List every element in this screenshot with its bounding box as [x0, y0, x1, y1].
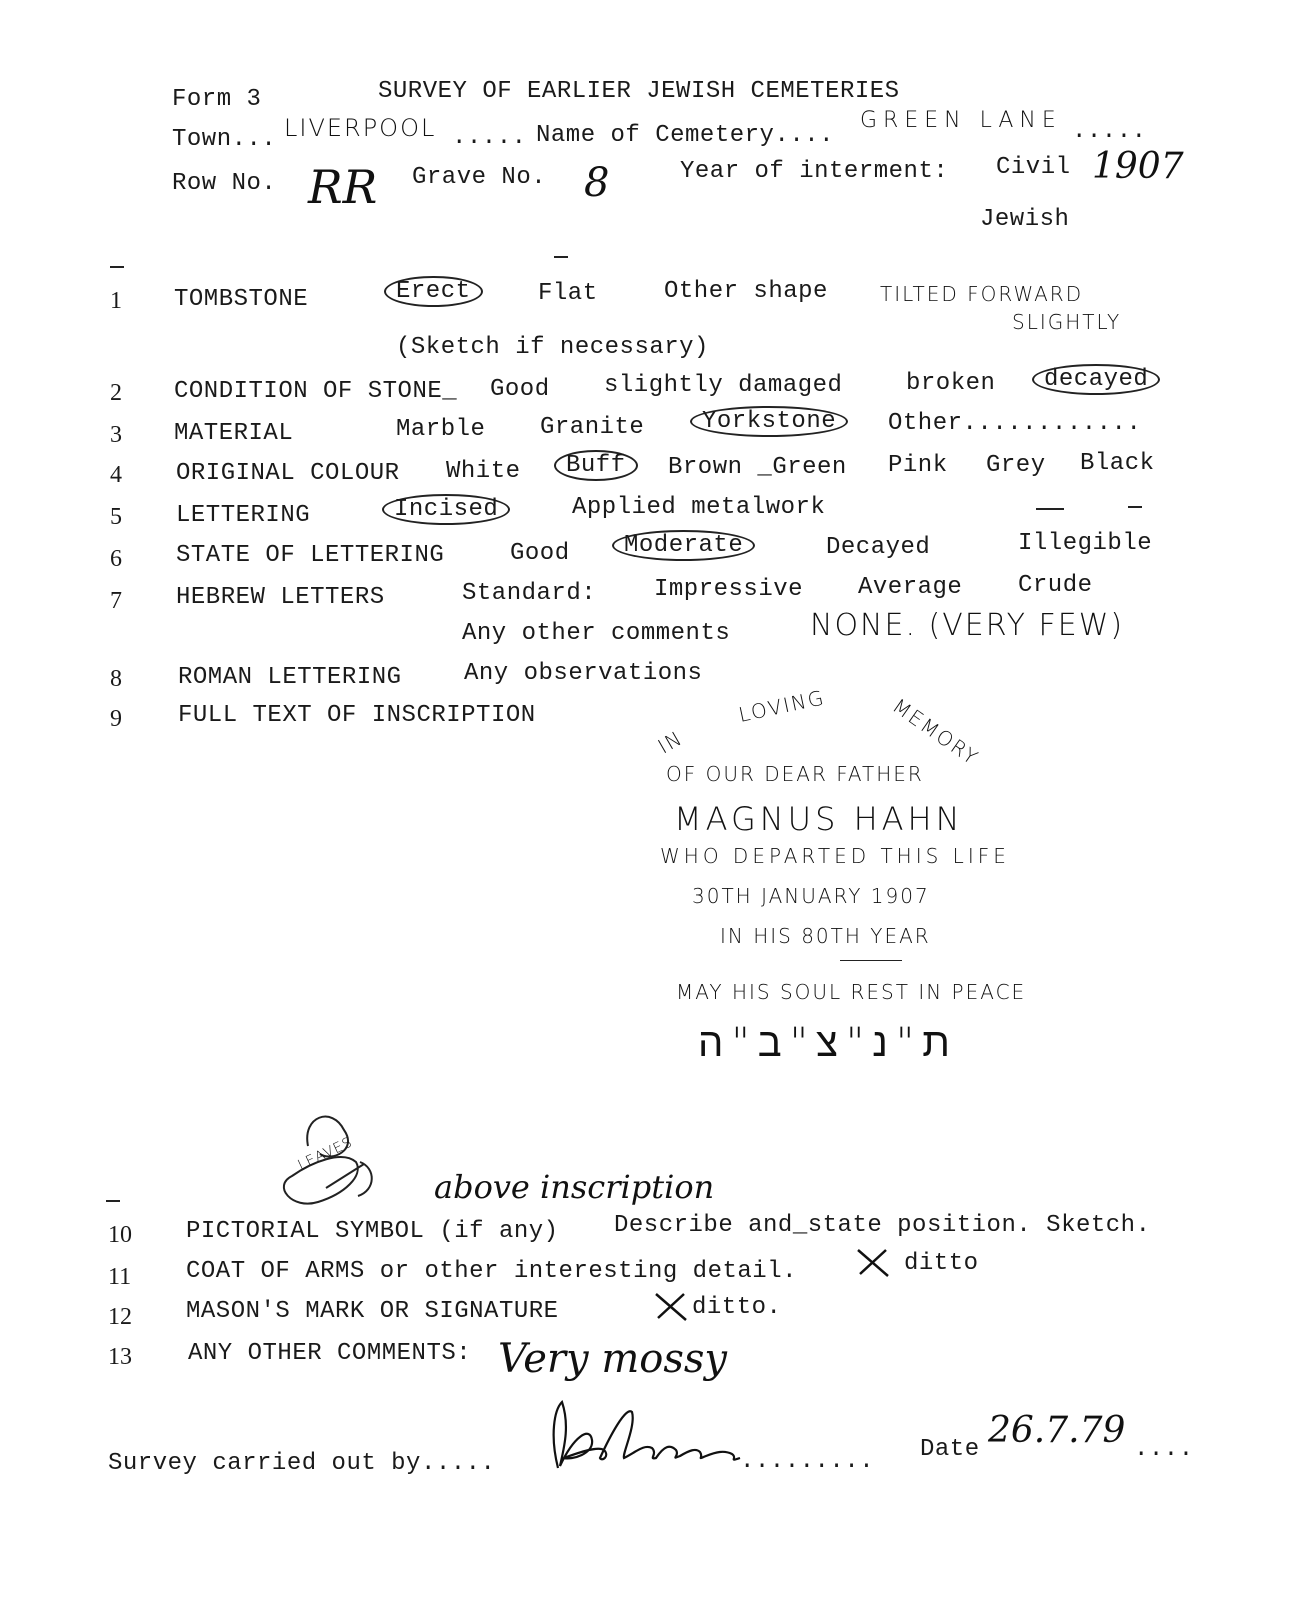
interment-label: Year of interment:	[680, 158, 949, 185]
other-comments-value: Very mossy	[498, 1336, 727, 1382]
survey-label: Survey carried out by.....	[108, 1450, 496, 1477]
incised-option-circled: Incised	[382, 494, 510, 525]
yorkstone-option-circled: Yorkstone	[690, 406, 848, 437]
cross-mark-icon	[652, 1290, 690, 1324]
item-number: 12	[108, 1304, 132, 1330]
inscription-line: OF OUR DEAR FATHER	[666, 762, 924, 786]
moderate-option-circled: Moderate	[612, 530, 755, 561]
inscription-line: WHO DEPARTED THIS LIFE	[660, 844, 1010, 868]
any-observations-label: Any observations	[464, 660, 703, 687]
pictorial-note: above inscription	[434, 1168, 715, 1206]
average-option: Average	[858, 574, 963, 601]
good-option: Good	[490, 376, 550, 403]
tombstone-label: TOMBSTONE	[174, 286, 309, 313]
other-material-option: Other............	[888, 410, 1142, 437]
item-number: 7	[110, 588, 122, 614]
grave-label: Grave No.	[412, 164, 547, 191]
date-label: Date	[920, 1436, 980, 1463]
inscription-divider	[840, 960, 902, 961]
sketch-note: (Sketch if necessary)	[396, 334, 709, 361]
row-value: RR	[308, 160, 378, 214]
margin-dash	[554, 256, 568, 258]
item-number: 10	[108, 1222, 132, 1248]
describe-label: Describe and_state position. Sketch.	[614, 1212, 1151, 1239]
town-dots: .....	[452, 124, 527, 151]
inscription-in: IN	[653, 725, 688, 759]
inscription-loving: LOVING	[736, 685, 828, 727]
mason-label: MASON'S MARK OR SIGNATURE	[186, 1298, 559, 1325]
standard-label: Standard:	[462, 580, 597, 607]
buff-option-circled: Buff	[554, 450, 638, 481]
item-number: 13	[108, 1344, 132, 1370]
coat-label: COAT OF ARMS or other interesting detail.	[186, 1258, 797, 1285]
slightly-damaged-option: slightly damaged	[604, 372, 843, 399]
inscription-line: IN HIS 80TH YEAR	[720, 924, 931, 948]
item-number: 11	[108, 1264, 132, 1290]
item-number: 9	[110, 706, 122, 732]
broken-option: broken	[906, 370, 996, 397]
ditto-11: ditto	[904, 1250, 979, 1277]
row-label: Row No.	[172, 170, 277, 197]
illegible-option: Illegible	[1018, 530, 1153, 557]
jewish-label: Jewish	[980, 206, 1070, 233]
white-option: White	[446, 458, 521, 485]
cemetery-dots: .....	[1072, 118, 1147, 145]
lettering-label: LETTERING	[176, 502, 311, 529]
item-number: 3	[110, 422, 122, 448]
item-number: 5	[110, 504, 122, 530]
item-number: 6	[110, 546, 122, 572]
other-comments-label: ANY OTHER COMMENTS:	[188, 1340, 472, 1367]
item-number: 4	[110, 462, 122, 488]
colour-label: ORIGINAL COLOUR	[176, 460, 400, 487]
town-value: LIVERPOOL	[284, 114, 437, 142]
margin-dash	[1128, 506, 1142, 508]
flat-option: Flat	[538, 280, 598, 307]
erect-option-circled: Erect	[384, 276, 483, 307]
civil-label: Civil	[996, 154, 1071, 181]
cross-mark-icon	[854, 1246, 892, 1280]
inscription-hebrew: ת"נ"צ"ב"ה	[698, 1020, 958, 1066]
form-label: Form 3	[172, 86, 262, 113]
date-value: 26.7.79	[988, 1410, 1126, 1451]
tombstone-note-2: SLIGHTLY	[1012, 310, 1122, 334]
hebrew-comment: NONE. (VERY FEW)	[810, 608, 1125, 643]
full-text-label: FULL TEXT OF INSCRIPTION	[178, 702, 536, 729]
state-good-option: Good	[510, 540, 570, 567]
granite-option: Granite	[540, 414, 645, 441]
black-option: Black	[1080, 450, 1155, 477]
state-lettering-label: STATE OF LETTERING	[176, 542, 445, 569]
town-label: Town...	[172, 126, 277, 153]
inscription-line: 30TH JANUARY 1907	[692, 884, 930, 908]
decayed-option-circled: decayed	[1032, 364, 1160, 395]
other-shape-option: Other shape	[664, 278, 828, 305]
roman-label: ROMAN LETTERING	[178, 664, 402, 691]
leaves-sketch-icon	[272, 1106, 402, 1216]
impressive-option: Impressive	[654, 576, 804, 603]
margin-dash	[106, 1200, 120, 1202]
inscription-line: MAY HIS SOUL REST IN PEACE	[676, 980, 1027, 1004]
item-number: 2	[110, 380, 122, 406]
applied-metalwork-option: Applied metalwork	[572, 494, 826, 521]
cemetery-value: GREEN LANE	[860, 108, 1062, 133]
surveyor-signature	[540, 1396, 760, 1476]
survey-title: SURVEY OF EARLIER JEWISH CEMETERIES	[378, 78, 900, 105]
margin-dash	[110, 266, 124, 268]
item-number: 1	[110, 288, 122, 314]
hebrew-label: HEBREW LETTERS	[176, 584, 385, 611]
state-decayed-option: Decayed	[826, 534, 931, 561]
crude-option: Crude	[1018, 572, 1093, 599]
pink-option: Pink	[888, 452, 948, 479]
leaves-sketch-label: LEAVES	[295, 1134, 356, 1174]
survey-dots: .........	[740, 1448, 875, 1475]
grave-value: 8	[584, 160, 610, 206]
any-other-comments-label: Any other comments	[462, 620, 731, 647]
pictorial-label: PICTORIAL SYMBOL (if any)	[186, 1218, 559, 1245]
date-dots: ....	[1134, 1436, 1194, 1463]
inscription-name: MAGNUS HAHN	[674, 800, 964, 838]
item-number: 8	[110, 666, 122, 692]
marble-option: Marble	[396, 416, 486, 443]
civil-value: 1907	[1092, 146, 1184, 187]
ditto-12: ditto.	[692, 1294, 782, 1321]
brown-green-option: Brown _Green	[668, 454, 847, 481]
material-label: MATERIAL	[174, 420, 294, 447]
cemetery-label: Name of Cemetery....	[536, 122, 835, 149]
grey-option: Grey	[986, 452, 1046, 479]
inscription-memory: MEMORY	[888, 693, 984, 771]
margin-dash	[1036, 508, 1064, 510]
condition-label: CONDITION OF STONE_	[174, 378, 458, 405]
tombstone-note: TILTED FORWARD	[880, 282, 1084, 306]
